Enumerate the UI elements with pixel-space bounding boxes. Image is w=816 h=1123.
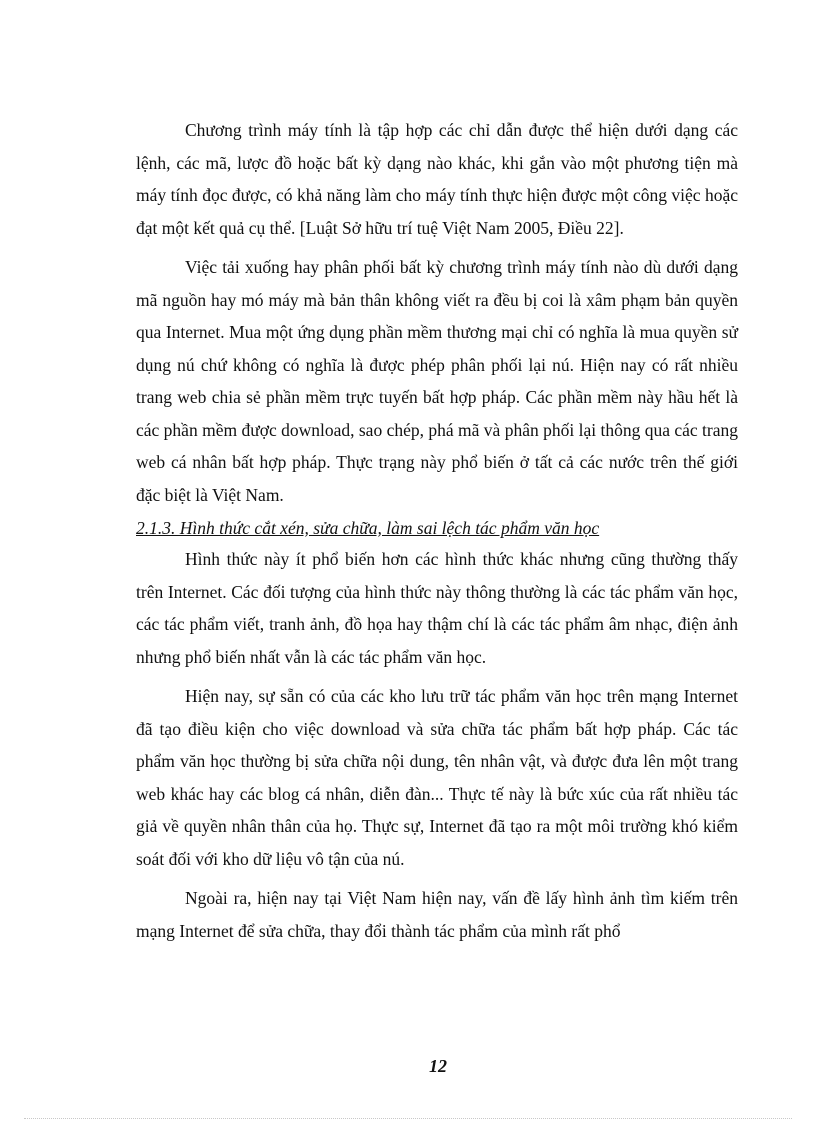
page-number: 12 (429, 1056, 447, 1076)
paragraph-image-misuse: Ngoài ra, hiện nay tại Việt Nam hiện nay, vấn đề lấy hình ảnh tìm kiếm trên mạng Internet để sửa chữa, thay đổi thành tác phẩm của mình rất phổ (136, 888, 738, 941)
paragraph-computer-program-definition: Chương trình máy tính là tập hợp các chỉ dẫn được thể hiện dưới dạng các lệnh, các mã, lược đồ hoặc bất kỳ dạng nào khác, khi gắn vào một phương tiện mà máy tính đọc được, có khả năng làm cho máy tính thực hiện được một công việc hoặc đạt một kết quả cụ thể. [Luật Sở hữu trí tuệ Việt Nam 2005, Điều 22]. (136, 120, 738, 238)
paragraph-online-archives: Hiện nay, sự sẵn có của các kho lưu trữ tác phẩm văn học trên mạng Internet đã tạo điều kiện cho việc download và sửa chữa tác phẩm bất hợp pháp. Các tác phẩm văn học thường bị sửa chữa nội dung, tên nhân vật, và được đưa lên một trang web khác hay các blog cá nhân, diễn đàn... Thực tế này là bức xúc của rất nhiều tác giả về quyền nhân thân của họ. Thực sự, Internet đã tạo ra một môi trường khó kiểm soát đối với kho dữ liệu vô tận của nú. (136, 686, 738, 869)
page-bottom-divider (24, 1118, 792, 1119)
section-heading: 2.1.3. Hình thức cắt xén, sửa chữa, làm sai lệch tác phẩm văn học (136, 518, 600, 538)
page-body (136, 114, 738, 947)
paragraph-software-piracy: Việc tải xuống hay phân phối bất kỳ chương trình máy tính nào dù dưới dạng mã nguồn hay mó máy mà bản thân không viết ra đều bị coi là xâm phạm bản quyền qua Internet. Mua một ứng dụng phần mềm thương mại chỉ có nghĩa là mua quyền sử dụng nú chứ không có nghĩa là được phép phân phối lại nú. Hiện nay có rất nhiều trang web chia sẻ phần mềm trực tuyến bất hợp pháp. Các phần mềm này hầu hết là các phần mềm được download, sao chép, phá mã và phân phối lại thông qua các trang web cá nhân bất hợp pháp. Thực trạng này phổ biến ở tất cả các nước trên thế giới đặc biệt là Việt Nam. (136, 257, 738, 505)
paragraph-alteration-form: Hình thức này ít phổ biến hơn các hình thức khác nhưng cũng thường thấy trên Internet. Các đối tượng của hình thức này thông thường là các tác phẩm văn học, các tác phẩm viết, tranh ảnh, đồ họa hay thậm chí là các tác phẩm âm nhạc, điện ảnh nhưng phổ biến nhất vẫn là các tác phẩm văn học. (136, 549, 738, 667)
